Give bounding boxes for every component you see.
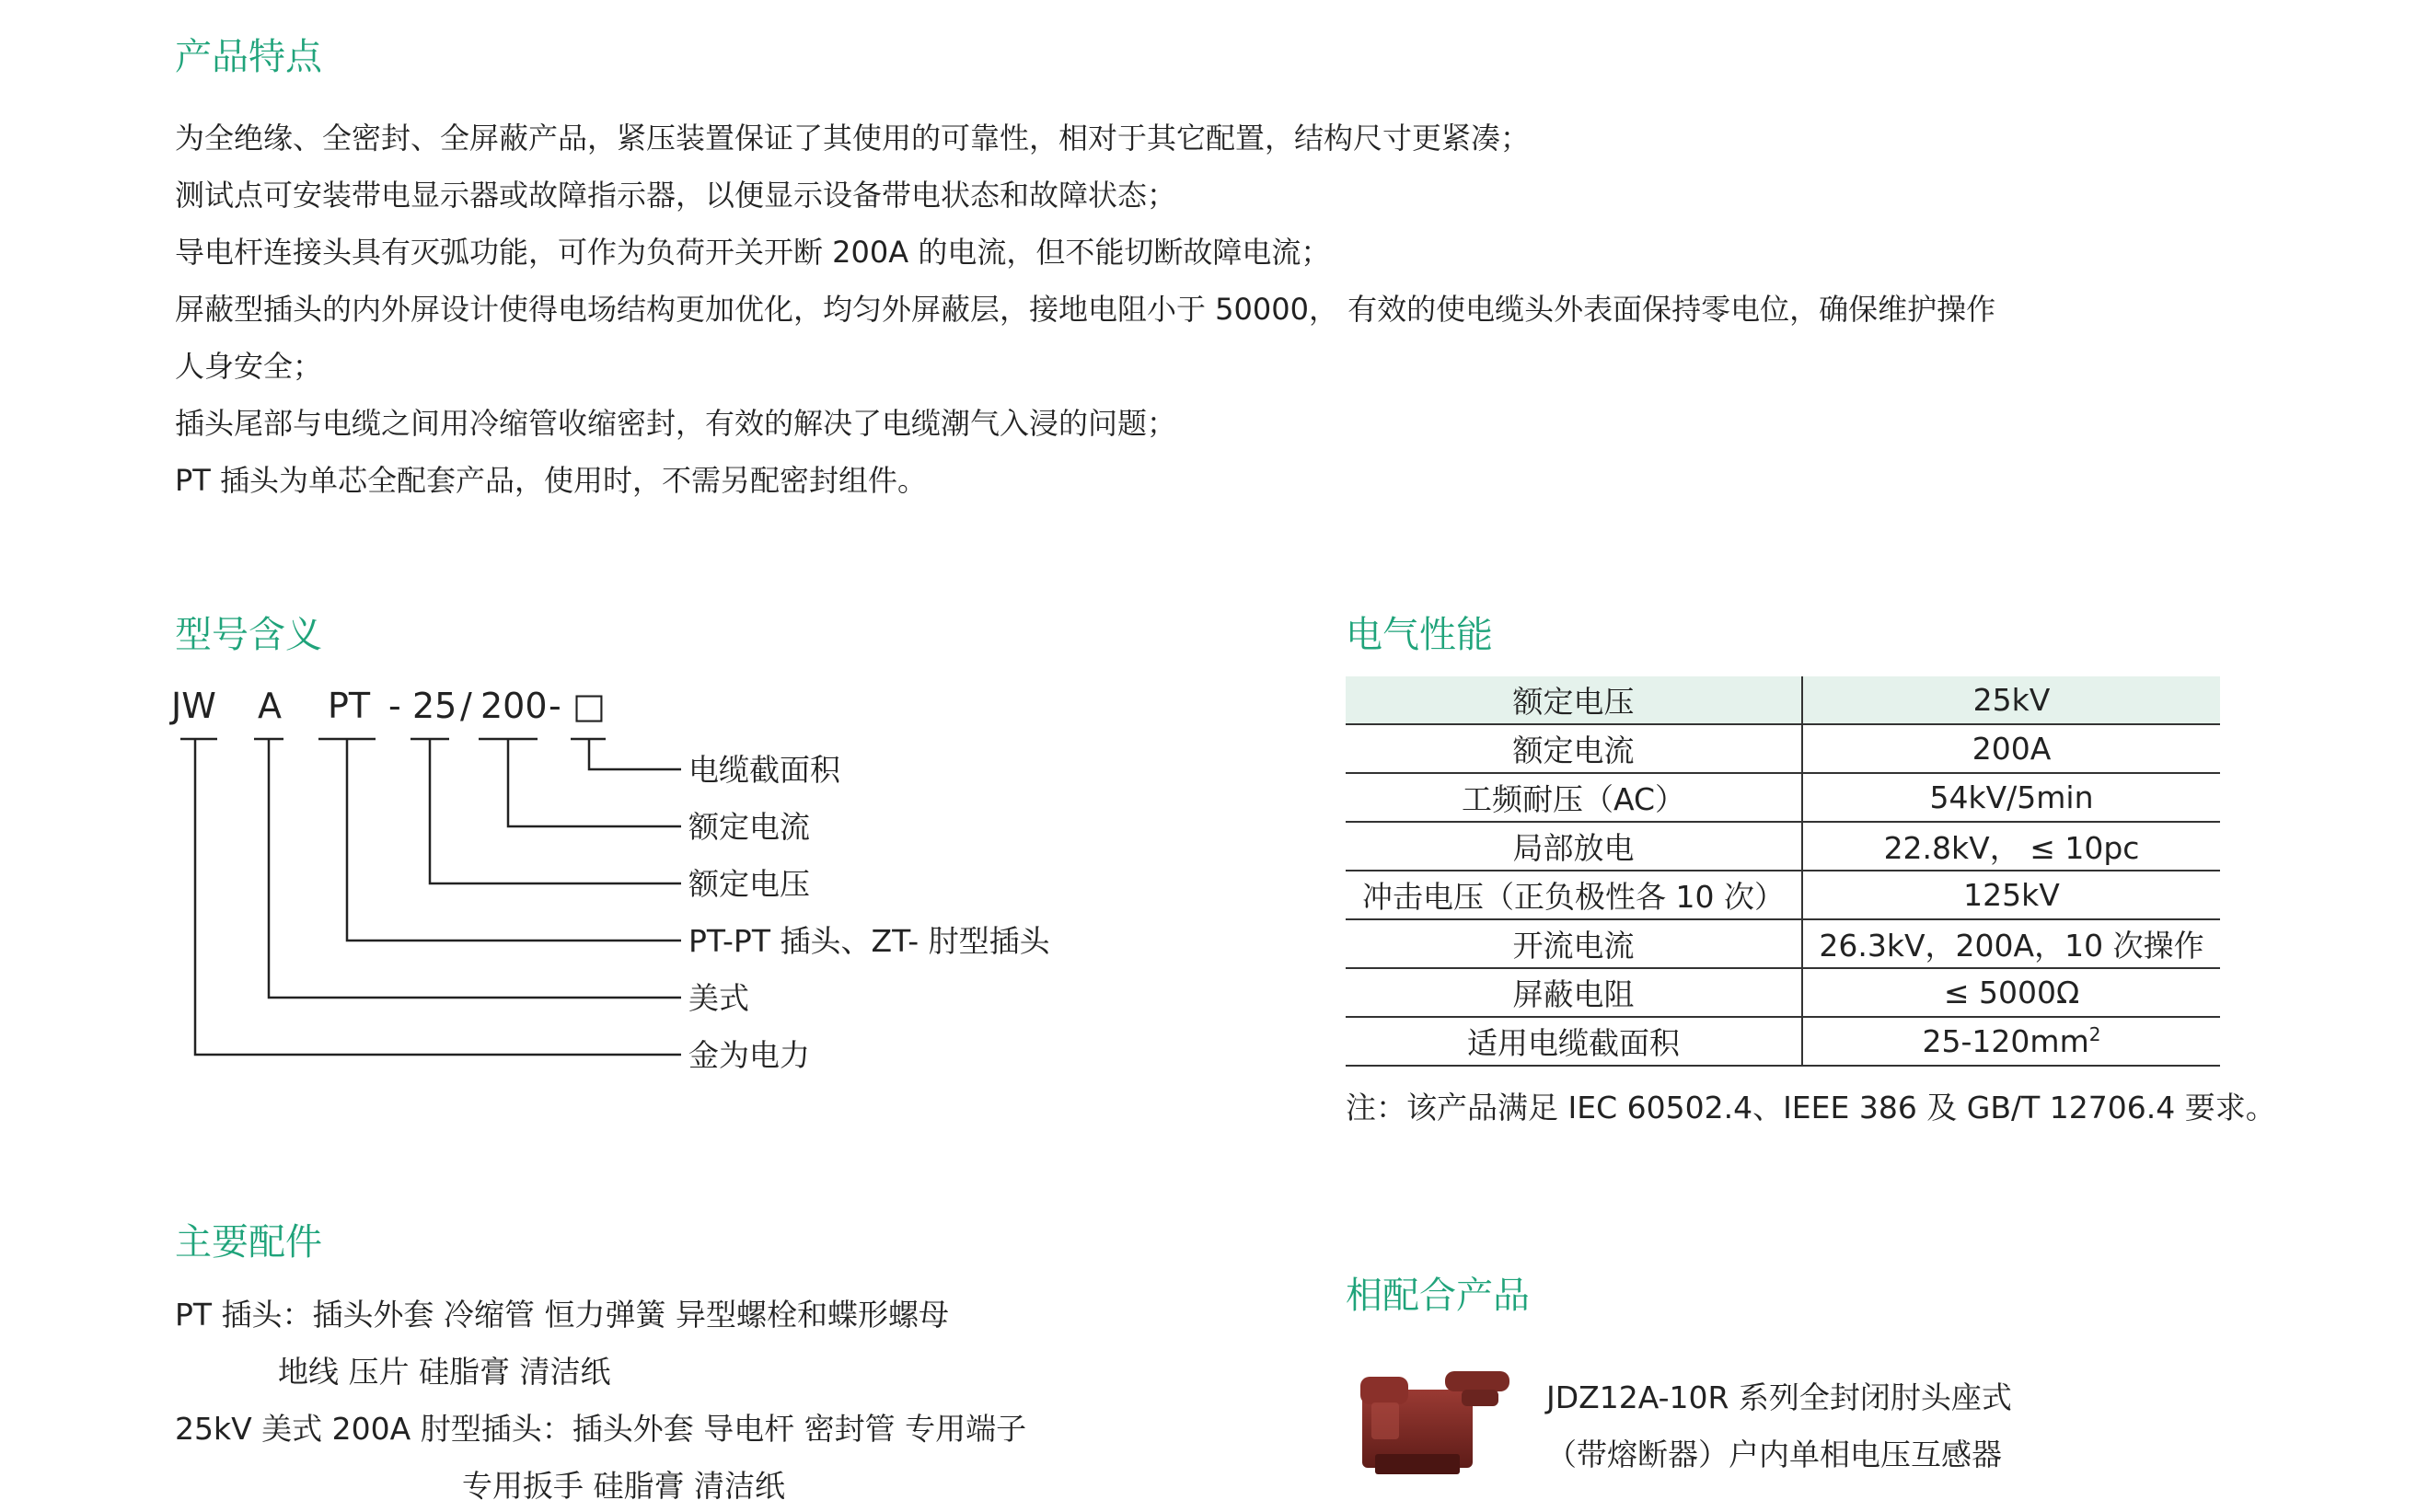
feature-line-2: 测试点可安装带电显示器或故障指示器，以便显示设备带电状态和故障状态； xyxy=(175,178,1177,213)
code-box: □ xyxy=(572,686,606,726)
related-product-line-2: （带熔断器）户内单相电压互感器 xyxy=(1546,1437,2002,1472)
features-heading: 产品特点 xyxy=(175,36,322,78)
feature-line-5: 人身安全； xyxy=(175,349,323,384)
code-dash-2: - xyxy=(549,686,561,726)
code-jw: JW xyxy=(171,686,216,726)
param-cell: 额定电压 xyxy=(1346,676,1802,724)
feature-line-4: 屏蔽型插头的内外屏设计使得电场结构更加优化，均匀外屏蔽层，接地电阻小于 50000， 有效的使电缆头外表面保持零电位，确保维护操作 xyxy=(175,292,1996,327)
accessory-line-3: 25kV 美式 200A 肘型插头：插头外套 导电杆 密封管 专用端子 xyxy=(175,1411,1027,1447)
model-label-rated-voltage: 额定电压 xyxy=(688,866,810,902)
accessory-line-2: 地线 压片 硅脂膏 清洁纸 xyxy=(278,1354,611,1390)
model-bracket-lines xyxy=(0,0,736,1104)
superscript: 2 xyxy=(2088,1023,2101,1045)
standards-note: 注：该产品满足 IEC 60502.4、IEEE 386 及 GB/T 12706.4 要求。 xyxy=(1346,1090,2276,1125)
table-row xyxy=(1346,919,2220,968)
code-pt: PT xyxy=(328,686,371,726)
model-label-rated-current: 额定电流 xyxy=(688,809,810,845)
value-text: 25-120mm xyxy=(1922,1023,2089,1059)
table-row xyxy=(1346,822,2220,871)
value-cell: 54kV/5min xyxy=(1802,773,2220,822)
related-product-line-1: JDZ12A-10R 系列全封闭肘头座式 xyxy=(1546,1379,2012,1415)
model-label-type: PT-PT 插头、ZT- 肘型插头 xyxy=(688,923,1050,959)
value-cell: 125kV xyxy=(1802,871,2220,919)
model-label-american: 美式 xyxy=(688,980,749,1016)
model-label-brand: 金为电力 xyxy=(688,1037,810,1073)
table-row xyxy=(1346,871,2220,919)
param-cell: 屏蔽电阻 xyxy=(1346,968,1802,1017)
model-heading: 型号含义 xyxy=(175,614,322,656)
code-a: A xyxy=(258,686,282,726)
accessory-line-1: PT 插头：插头外套 冷缩管 恒力弹簧 异型螺栓和蝶形螺母 xyxy=(175,1297,950,1333)
param-cell: 开流电流 xyxy=(1346,919,1802,968)
param-cell: 冲击电压（正负极性各 10 次） xyxy=(1346,871,1802,919)
value-cell: 22.8kV， ≤ 10pc xyxy=(1802,822,2220,871)
param-cell: 额定电流 xyxy=(1346,724,1802,773)
feature-line-6: 插头尾部与电缆之间用冷缩管收缩密封，有效的解决了电缆潮气入浸的问题； xyxy=(175,406,1177,441)
feature-line-1: 为全绝缘、全密封、全屏蔽产品，紧压装置保证了其使用的可靠性，相对于其它配置，结构尺寸更紧凑； xyxy=(175,121,1531,156)
table-row xyxy=(1346,676,2220,724)
model-label-cable-area: 电缆截面积 xyxy=(688,752,840,788)
feature-line-3: 导电杆连接头具有灭弧功能，可作为负荷开关开断 200A 的电流，但不能切断故障电流； xyxy=(175,235,1331,270)
param-cell: 局部放电 xyxy=(1346,822,1802,871)
table-row xyxy=(1346,968,2220,1017)
value-cell: 200A xyxy=(1802,724,2220,773)
transformer-product-image xyxy=(1353,1362,1519,1482)
code-slash: / xyxy=(460,686,472,726)
code-current: 200 xyxy=(480,686,548,726)
code-dash-1: - xyxy=(388,686,401,726)
related-heading: 相配合产品 xyxy=(1346,1275,1530,1317)
param-cell: 适用电缆截面积 xyxy=(1346,1017,1802,1066)
table-row xyxy=(1346,724,2220,773)
electrical-table xyxy=(1346,676,2220,1067)
table-row xyxy=(1346,1017,2220,1066)
electrical-heading: 电气性能 xyxy=(1346,614,1493,656)
value-cell: 25kV xyxy=(1802,676,2220,724)
value-cell xyxy=(1802,1017,2220,1066)
accessory-line-4: 专用扳手 硅脂膏 清洁纸 xyxy=(462,1468,785,1504)
table-row xyxy=(1346,773,2220,822)
value-cell: ≤ 5000Ω xyxy=(1802,968,2220,1017)
code-voltage: 25 xyxy=(412,686,457,726)
accessories-heading: 主要配件 xyxy=(175,1221,322,1264)
value-cell: 26.3kV，200A，10 次操作 xyxy=(1802,919,2220,968)
feature-line-7: PT 插头为单芯全配套产品，使用时，不需另配密封组件。 xyxy=(175,463,928,498)
param-cell: 工频耐压（AC） xyxy=(1346,773,1802,822)
